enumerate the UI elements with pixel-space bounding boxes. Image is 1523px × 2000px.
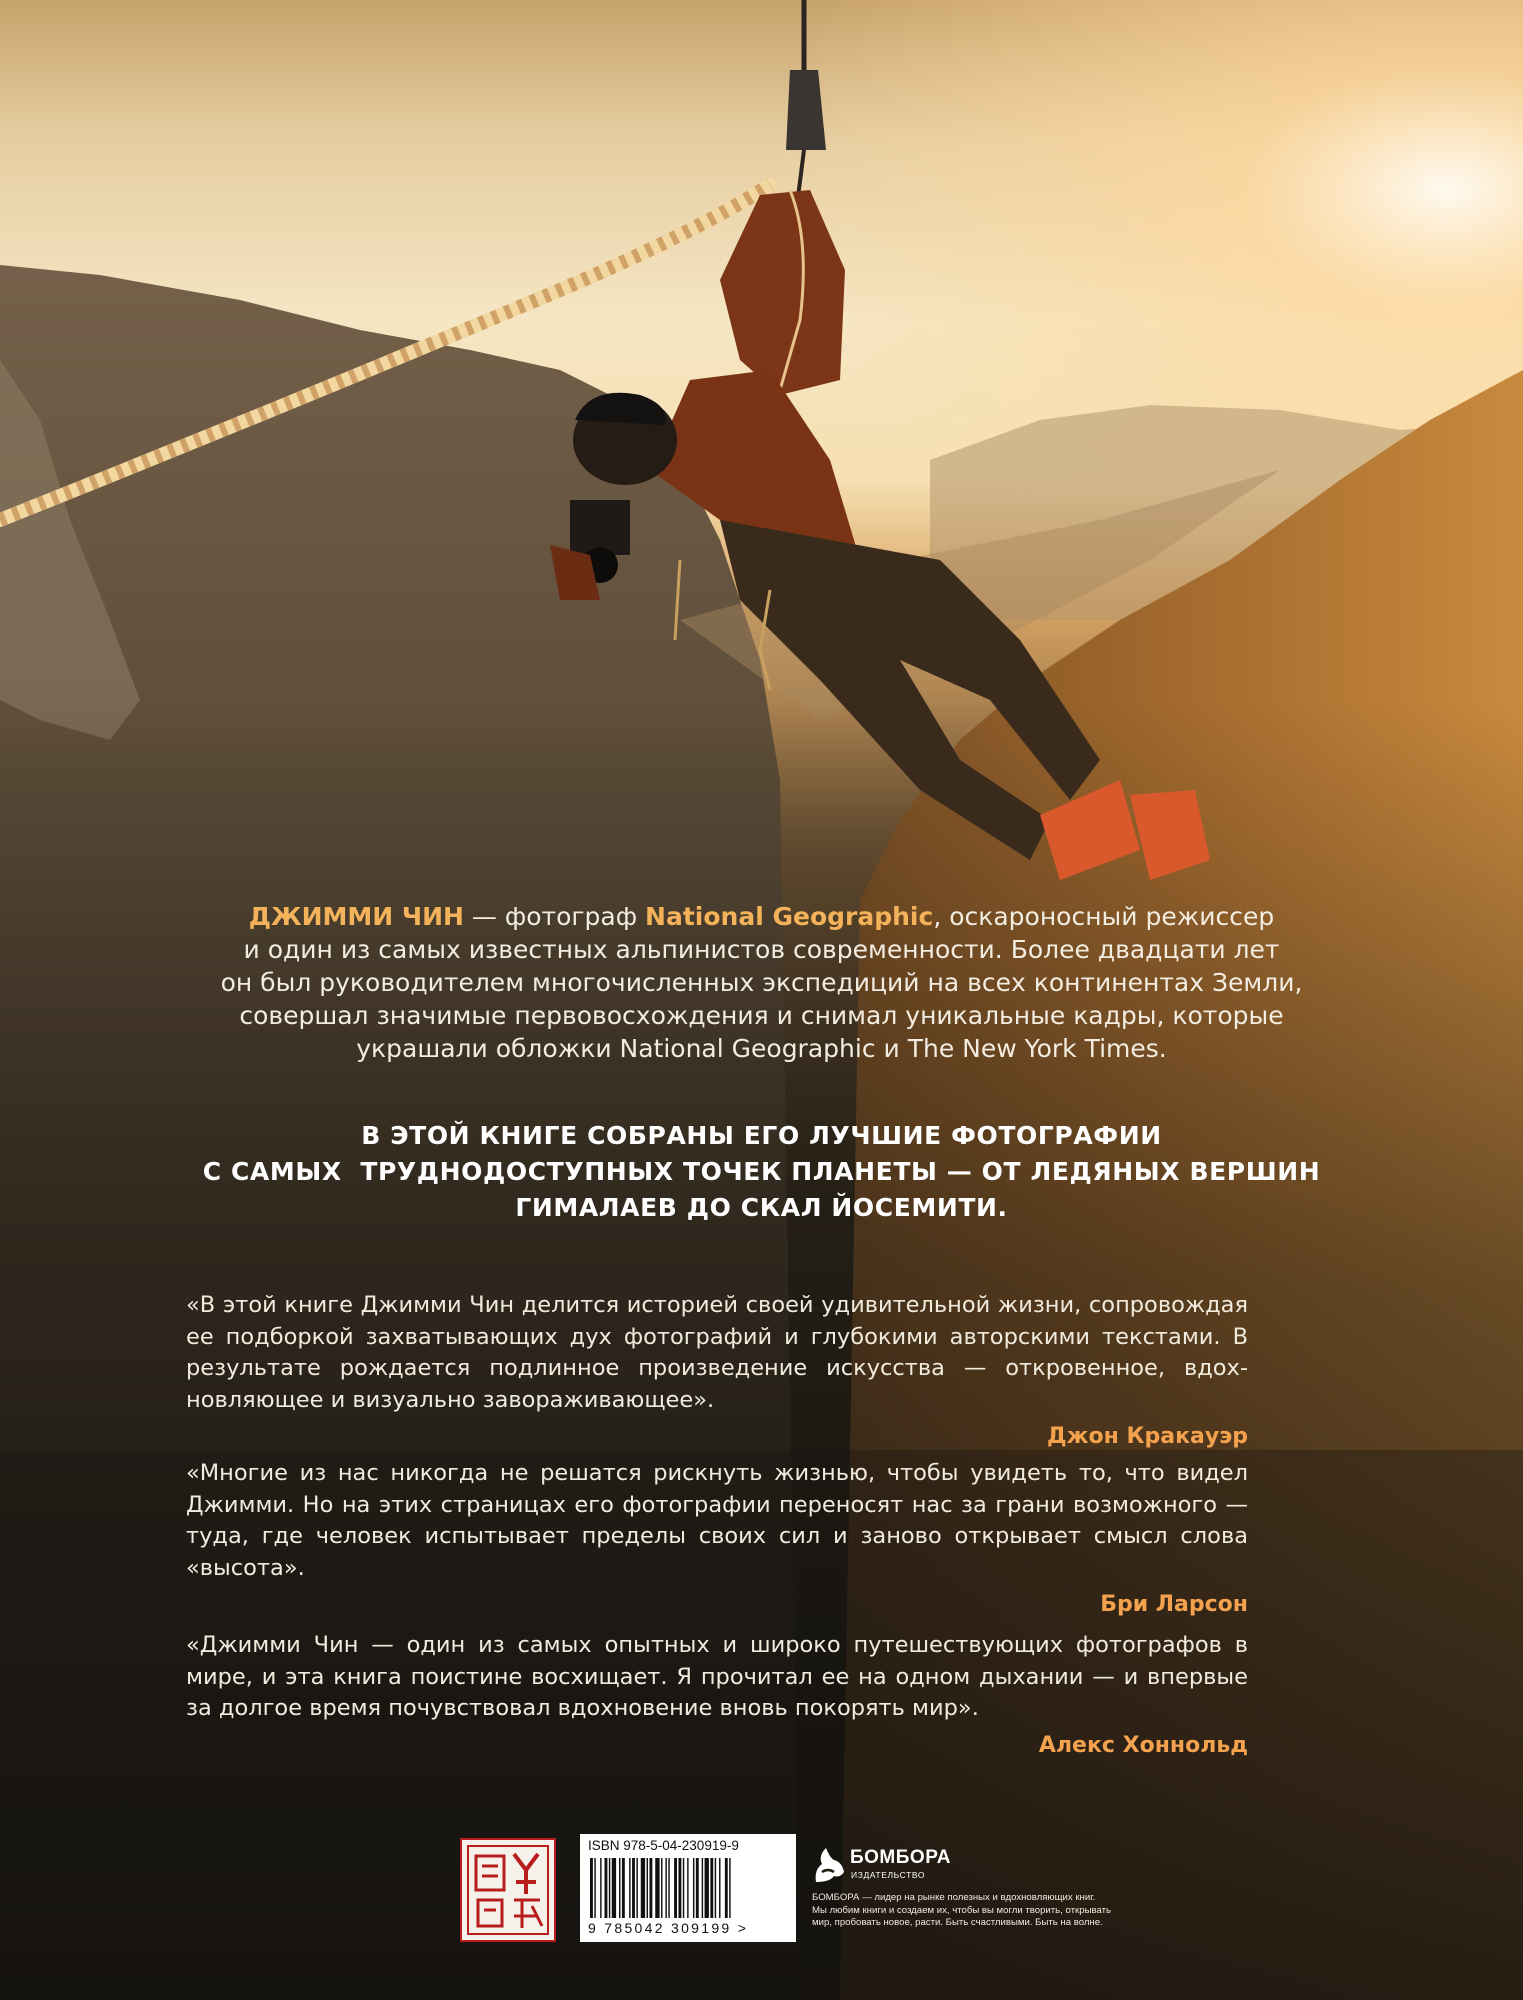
barcode-panel [580, 1834, 796, 1942]
brand-name: National Geographic [645, 902, 934, 931]
author-name: ДЖИММИ ЧИН [248, 902, 464, 931]
quote-author: Алекс Хоннольд [1038, 1732, 1248, 1758]
bombora-logo-icon [812, 1842, 846, 1884]
quote-text: «В этой книге Джимми Чин делится историей своей удивительной жизни, сопровождая ее подборкой захватывающих дух фотографий и глубокими авторскими текстами. В результате рождается подлинное произведение искусства — откровенное, вдохновляющее и визуально завораживающее». [186, 1292, 1248, 1413]
publisher-subtitle: ИЗДАТЕЛЬСТВО [851, 1870, 926, 1880]
bio-line-4: совершал значимые первовосхождения и снимал уникальные кадры, которые [239, 1001, 1284, 1030]
isbn-label: ISBN 978-5-04-230919-9 [588, 1838, 739, 1853]
bio-line-5: украшали обложки National Geographic и The New York Times. [356, 1034, 1167, 1063]
bio-line-3: он был руководителем многочисленных экспедиций на всех континентах Земли, [220, 968, 1303, 997]
bio-line-2: и один из самых известных альпинистов современности. Более двадцати лет [243, 935, 1280, 964]
headline-line-3: ГИМАЛАЕВ ДО СКАЛ ЙОСЕМИТИ. [515, 1193, 1008, 1222]
red-seal-stamp-icon [460, 1838, 556, 1942]
headline [0, 1118, 1523, 1226]
blurb-quote [186, 1458, 1248, 1621]
quote-author: Джон Кракауэр [1047, 1424, 1248, 1449]
bio-text: — фотограф [463, 902, 646, 931]
bio-line-1 [0, 900, 1523, 933]
author-bio [0, 900, 1523, 1065]
headline-line-1: В ЭТОЙ КНИГЕ СОБРАНЫ ЕГО ЛУЧШИЕ ФОТОГРАФИИ [361, 1121, 1162, 1150]
barcode-icon [588, 1858, 784, 1918]
headline-line-2: С САМЫХ ТРУДНОДОСТУПНЫХ ТОЧЕК ПЛАНЕТЫ — ОТ ЛЕДЯНЫХ ВЕРШИН [202, 1157, 1321, 1186]
quote-text: «Многие из нас никогда не решатся рискнуть жизнью, чтобы увидеть то, что видел Джимми. Но на этих страницах его фотографии переносят нас за грани возможного — туда, где человек испытывает пределы своих сил и заново открывает смысл слова «высота». [186, 1460, 1248, 1581]
bio-text: , оскароносный режиссер [933, 902, 1275, 931]
publisher-tagline: БОМБОРА — лидер на рынке полезных и вдохновляющих книг. Мы любим книги и создаем их, чтобы вы могли творить, открывать мир, пробовать новое, расти. Быть счастливыми. Быть на волне. [812, 1892, 1111, 1928]
blurb-quote [186, 1290, 1248, 1453]
blurb-quote [186, 1630, 1248, 1761]
quote-author: Бри Ларсон [1100, 1592, 1248, 1617]
publisher-name: БОМБОРА [850, 1847, 951, 1868]
quote-text: «Джимми Чин — один из самых опытных и широко путешествующих фотографов в мире, и эта книга поистине восхищает. Я прочитал ее на одном дыхании — и впервые за долгое время почувствовал вдохновение вновь покорять мир». [186, 1632, 1248, 1721]
barcode-digits: 9 785042 309199 > [588, 1920, 749, 1936]
